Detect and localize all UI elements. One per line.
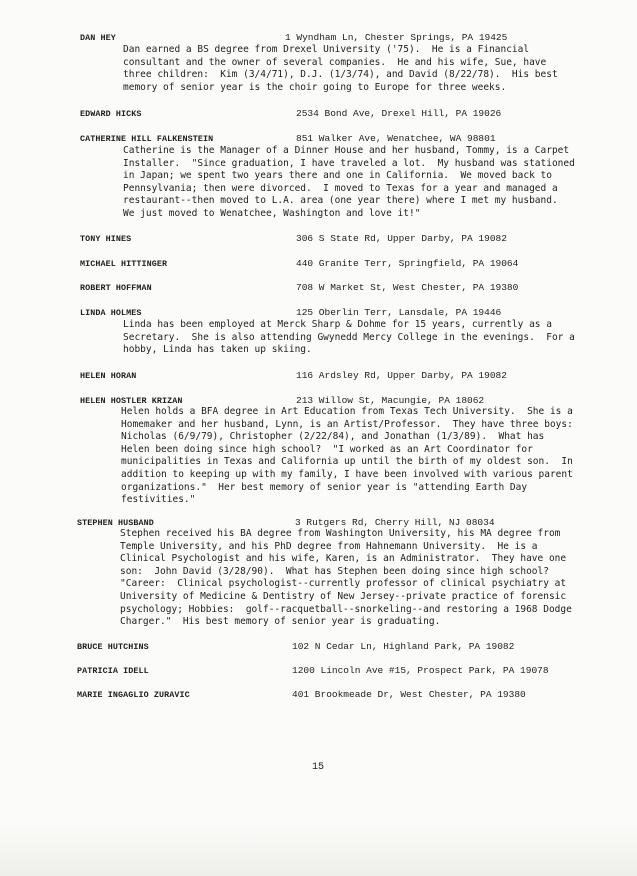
alumni-bio: Helen holds a BFA degree in Art Education from Texas Tech University. She is a Homemaker and her husband, Lynn, is an Artist/Professor. They have three boys: Nicholas (6/9/79), Christopher (2/22/84), and Jonathan (1/3/89). What has Helen been doing since high school? "I worked as an Art Coordinator for municipalities in Texas and California up until the birth of my oldest son. In addition to keeping up with my family, I have been involved with various parent organizations." Her best memory of senior year is "attending Earth Day festivities." — [121, 406, 573, 506]
alumni-address: 116 Ardsley Rd, Upper Darby, PA 19082 — [296, 370, 507, 381]
alumni-name: CATHERINE HILL FALKENSTEIN — [80, 134, 214, 144]
alumni-name: MARIE INGAGLIO ZURAVIC — [77, 690, 190, 700]
alumni-address: 851 Walker Ave, Wenatchee, WA 98801 — [296, 133, 496, 144]
alumni-name: MICHAEL HITTINGER — [80, 259, 168, 269]
alumni-name: BRUCE HUTCHINS — [77, 642, 149, 652]
alumni-address: 1200 Lincoln Ave #15, Prospect Park, PA 19078 — [292, 665, 549, 676]
alumni-bio: Dan earned a BS degree from Drexel University ('75). He is a Financial consultant and the owner of several companies. He and his wife, Sue, have three children: Kim (3/4/71), D.J. (1/3/74), and David (8/22/78). His best memory of senior year is the choir going to Europe for three weeks. — [123, 44, 558, 93]
page-number: 15 — [312, 762, 325, 773]
alumni-bio: Stephen received his BA degree from Washington University, his MA degree from Temple University, and his PhD degree from Hahnemann University. He is a Clinical Psychologist and his wife, Karen, is an Administrator. They have one son: John David (3/28/90). What has Stephen been doing since high school? "Career: Clinical psychologist--currently professor of clinical psychiatry at University of Medicine & Dentistry of New Jersey--private practice of forensic psychology; Hobbies: golf--racquetball--snorkeling--and restoring a 1968 Dodge Charger." His best memory of senior year is graduating. — [120, 528, 572, 628]
alumni-name: DAN HEY — [80, 33, 116, 43]
alumni-address: 708 W Market St, West Chester, PA 19380 — [296, 282, 519, 293]
alumni-address: 125 Oberlin Terr, Lansdale, PA 19446 — [296, 307, 502, 318]
alumni-address: 1 Wyndham Ln, Chester Springs, PA 19425 — [285, 32, 508, 43]
page-shadow — [0, 824, 637, 876]
alumni-address: 3 Rutgers Rd, Cherry Hill, NJ 08034 — [295, 517, 495, 528]
alumni-address: 401 Brookmeade Dr, West Chester, PA 19380 — [292, 689, 526, 700]
alumni-address: 213 Willow St, Macungie, PA 18062 — [296, 395, 485, 406]
alumni-name: HELEN HORAN — [80, 371, 137, 381]
alumni-name: TONY HINES — [80, 234, 132, 244]
alumni-address: 2534 Bond Ave, Drexel Hill, PA 19026 — [296, 108, 502, 119]
alumni-address: 102 N Cedar Ln, Highland Park, PA 19082 — [292, 641, 515, 652]
alumni-bio: Linda has been employed at Merck Sharp & Dohme for 15 years, currently as a Secretary. She is also attending Gwynedd Mercy College in the evenings. For a hobby, Linda has taken up skiing. — [123, 319, 575, 356]
alumni-name: LINDA HOLMES — [80, 308, 142, 318]
alumni-address: 440 Granite Terr, Springfield, PA 19064 — [296, 258, 519, 269]
alumni-address: 306 S State Rd, Upper Darby, PA 19082 — [296, 233, 507, 244]
alumni-name: HELEN HOSTLER KRIZAN — [80, 396, 183, 406]
alumni-name: STEPHEN HUSBAND — [77, 518, 154, 528]
alumni-bio: Catherine is the Manager of a Dinner House and her husband, Tommy, is a Carpet Installer. "Since graduation, I have traveled a lot. My husband was stationed in Japan; we spent two years there and one in California. We moved back to Pennsylvania; then were divorced. I moved to Texas for a year and managed a restaurant--then moved to L.A. area (one year there) where I met my husband. We just moved to Wenatchee, Washington and love it!" — [123, 145, 575, 219]
alumni-name: PATRICIA IDELL — [77, 666, 149, 676]
alumni-name: EDWARD HICKS — [80, 109, 142, 119]
alumni-name: ROBERT HOFFMAN — [80, 283, 152, 293]
